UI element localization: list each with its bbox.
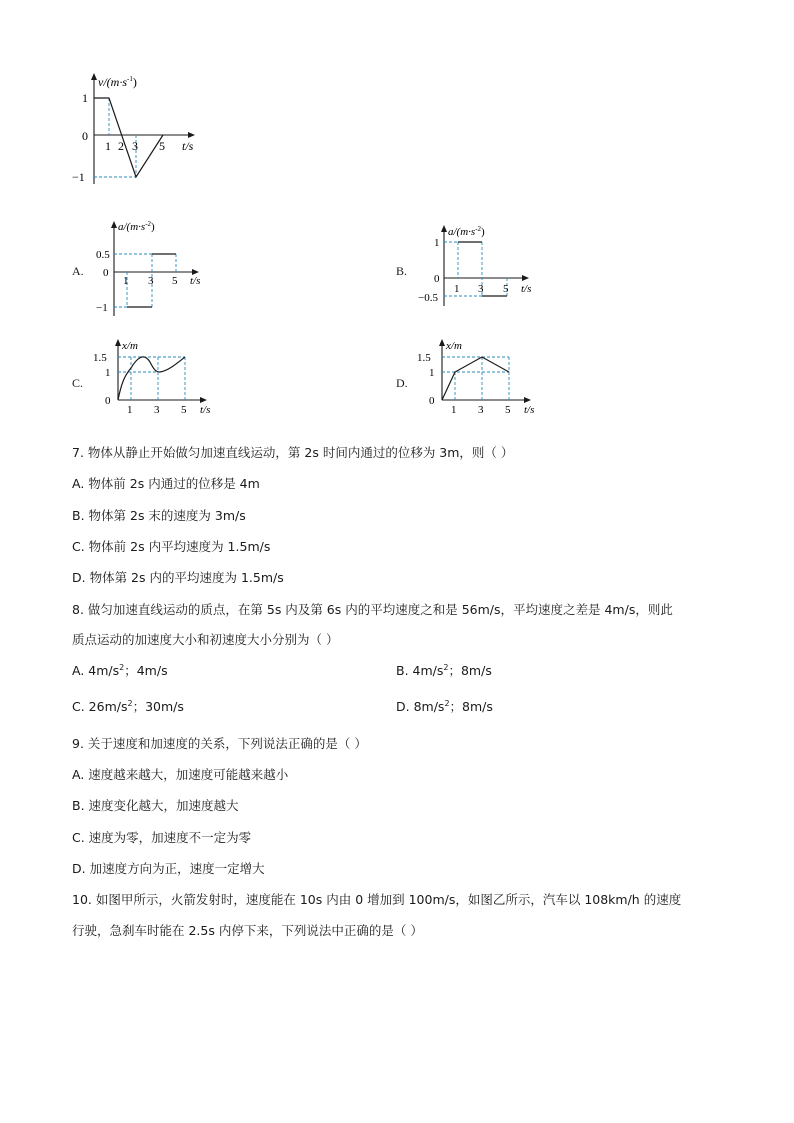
velocity-time-graph [72, 72, 208, 187]
v-axis-arrow [91, 73, 97, 80]
t-tick-3: 3 [132, 139, 138, 153]
option-c-letter: C. [72, 376, 84, 390]
q9-option-b[interactable]: B. 速度变化越大，加速度越大 [72, 798, 239, 813]
q9-option-a[interactable]: A. 速度越来越大，加速度可能越来越小 [72, 767, 289, 782]
svg-text:1: 1 [123, 275, 129, 287]
t-tick-1: 1 [105, 139, 111, 153]
q7-option-a[interactable]: A. 物体前 2s 内通过的位移是 4m [72, 476, 260, 491]
option-d-letter: D. [396, 376, 408, 390]
q8-option-d[interactable]: D. $8m/s^2$；8m/s [396, 698, 493, 714]
t-axis-arrow [188, 132, 195, 138]
svg-text:a/(m·s-2): $a/(m\cdot s^{-2})$ [448, 225, 485, 238]
q9-option-d[interactable]: D. 加速度方向为正，速度一定增大 [72, 861, 265, 876]
q8-option-a[interactable]: A. $4m/s^2$；4m/s [72, 662, 168, 678]
svg-text:1: 1 [105, 367, 111, 379]
svg-text:1: 1 [434, 237, 440, 249]
t-tick-5: 5 [159, 139, 165, 153]
svg-text:5: 5 [172, 275, 178, 287]
v-axis-label: $v/(m\cdot s^{-1})$ [98, 75, 137, 89]
svg-text:0.5: 0.5 [96, 249, 110, 261]
option-d-graph [416, 336, 544, 420]
svg-text:5: 5 [503, 283, 509, 295]
svg-text:t/s: t/s [521, 283, 532, 295]
svg-text:0: 0 [105, 395, 111, 407]
svg-text:1: 1 [127, 404, 133, 416]
q10-stem-line2: 行驶，急刹车时能在 2.5s 内停下来，下列说法中正确的是（ ） [72, 923, 423, 938]
q8-stem-line1: 8. 做匀加速直线运动的质点，在第 5s 内及第 6s 内的平均速度之和是 56m/s，平均速度之差是 4m/s，则此 [72, 602, 673, 617]
option-d-curve [442, 357, 509, 400]
svg-text:3: 3 [148, 275, 154, 287]
svg-text:0: 0 [103, 267, 109, 279]
option-a-graph [98, 218, 218, 318]
svg-text:3: 3 [478, 404, 484, 416]
option-a-letter: A. [72, 264, 84, 278]
svg-text:x/m: x/m [446, 340, 462, 352]
q9-option-c[interactable]: C. 速度为零，加速度不一定为零 [72, 830, 252, 845]
svg-text:−0.5: −0.5 [418, 292, 438, 304]
option-c-graph [92, 336, 220, 420]
svg-text:x/m: x/m [122, 340, 138, 352]
q8-stem-line2: 质点运动的加速度大小和初速度大小分别为（ ） [72, 632, 339, 647]
svg-text:1: 1 [451, 404, 457, 416]
svg-text:3: 3 [154, 404, 160, 416]
svg-text:1.5: 1.5 [417, 352, 431, 364]
q8-option-c[interactable]: C. $26m/s^2$；30m/s [72, 698, 184, 714]
velocity-curve [94, 98, 163, 177]
svg-text:t/s: t/s [524, 404, 535, 416]
option-b-letter: B. [396, 264, 408, 278]
t-axis-label: t/s [182, 139, 194, 153]
svg-text:3: 3 [478, 283, 484, 295]
q7-option-c[interactable]: C. 物体前 2s 内平均速度为 1.5m/s [72, 539, 271, 554]
option-c-curve [118, 357, 185, 400]
svg-text:5: 5 [181, 404, 187, 416]
q7-stem: 7. 物体从静止开始做匀加速直线运动，第 2s 时间内通过的位移为 3m，则（ ） [72, 445, 514, 460]
q7-option-d[interactable]: D. 物体第 2s 内的平均速度为 1.5m/s [72, 570, 284, 585]
svg-text:1: 1 [429, 367, 435, 379]
q7-option-b[interactable]: B. 物体第 2s 末的速度为 3m/s [72, 508, 246, 523]
svg-text:0: 0 [434, 273, 440, 285]
v-tick-neg1: −1 [72, 170, 85, 184]
t-tick-2: 2 [118, 139, 124, 153]
svg-text:t/s: t/s [200, 404, 211, 416]
svg-text:−1: −1 [96, 302, 108, 314]
q9-stem: 9. 关于速度和加速度的关系，下列说法正确的是（ ） [72, 736, 367, 751]
svg-text:t/s: t/s [190, 275, 201, 287]
svg-text:5: 5 [505, 404, 511, 416]
q10-stem-line1: 10. 如图甲所示，火箭发射时，速度能在 10s 内由 0 增加到 100m/s，如图乙所示，汽车以 108km/h 的速度 [72, 892, 682, 907]
svg-text:0: 0 [429, 395, 435, 407]
svg-text:1: 1 [454, 283, 460, 295]
option-b-graph [418, 222, 540, 308]
svg-text:a/(m·s-2): $a/(m\cdot s^{-2})$ [118, 220, 155, 233]
v-tick-1: 1 [82, 91, 88, 105]
v-tick-0: 0 [82, 129, 88, 143]
svg-text:1.5: 1.5 [93, 352, 107, 364]
q8-option-b[interactable]: B. $4m/s^2$；8m/s [396, 662, 492, 678]
